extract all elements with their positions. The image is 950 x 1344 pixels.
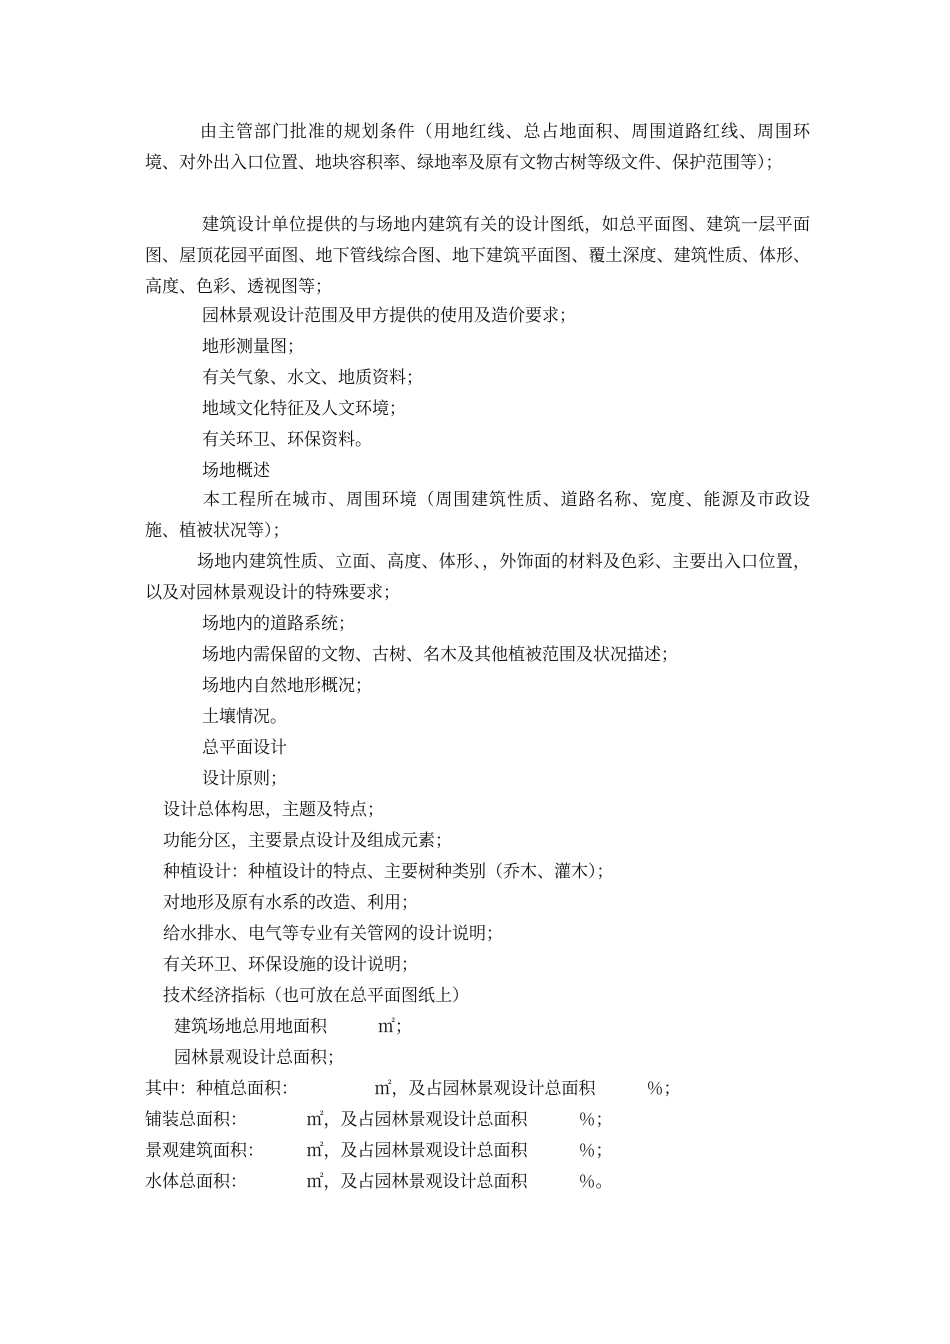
paragraph-functional-zoning: 功能分区，主要景点设计及组成元素； <box>163 831 452 851</box>
paragraph-paving-area: 铺装总面积： ㎡，及占园林景观设计总面积 ％； <box>145 1110 613 1130</box>
paragraph-natural-terrain: 场地内自然地形概况； <box>202 676 372 696</box>
paragraph-utilities: 给水排水、电气等专业有关管网的设计说明； <box>163 924 503 944</box>
paragraph-total-site-area: 建筑场地总用地面积 ㎡； <box>174 1017 412 1037</box>
paragraph-planting-area: 其中：种植总面积： ㎡，及占园林景观设计总面积 ％； <box>145 1079 681 1099</box>
paragraph-topographic-survey: 地形测量图； <box>202 337 304 357</box>
paragraph-design-principles: 设计原则； <box>202 769 287 789</box>
paragraph-terrain-water: 对地形及原有水系的改造、利用； <box>163 893 418 913</box>
paragraph-overall-concept: 设计总体构思，主题及特点； <box>163 800 384 820</box>
paragraph-scope-requirements: 园林景观设计范围及甲方提供的使用及造价要求； <box>202 306 576 326</box>
paragraph-preserved-items: 场地内需保留的文物、古树、名木及其他植被范围及状况描述； <box>202 645 678 665</box>
paragraph-sanitation-data: 有关环卫、环保资料。 <box>202 430 372 450</box>
paragraph-road-system: 场地内的道路系统； <box>202 614 355 634</box>
heading-master-plan: 总平面设计 <box>202 738 287 758</box>
paragraph-planting-design: 种植设计：种植设计的特点、主要树种类别（乔木、灌木）； <box>163 862 614 882</box>
paragraph-planning-conditions: 由主管部门批准的规划条件（用地红线、总占地面积、周围道路红线、周围环境、对外出入口位置、地块容积率、绿地率及原有文物古树等级文件、保护范围等）； <box>145 122 810 173</box>
paragraph-soil: 土壤情况。 <box>202 707 287 727</box>
heading-site-overview: 场地概述 <box>202 461 270 481</box>
paragraph-site-buildings: 场地内建筑性质、立面、高度、体形、，外饰面的材料及色彩、主要出入口位置，以及对园林景观设计的特殊要求； <box>145 552 810 603</box>
paragraph-regional-culture: 地域文化特征及人文环境； <box>202 399 406 419</box>
paragraph-building-area: 景观建筑面积： ㎡，及占园林景观设计总面积 ％； <box>145 1141 613 1161</box>
paragraph-technical-indicators: 技术经济指标（也可放在总平面图纸上） <box>163 986 469 1006</box>
paragraph-city-surroundings: 本工程所在城市、周围环境（周围建筑性质、道路名称、宽度、能源及市政设施、植被状况等）； <box>145 490 810 541</box>
paragraph-landscape-total-area: 园林景观设计总面积； <box>174 1048 344 1068</box>
paragraph-architectural-drawings: 建筑设计单位提供的与场地内建筑有关的设计图纸，如总平面图、建筑一层平面图、屋顶花园平面图、地下管线综合图、地下建筑平面图、覆土深度、建筑性质、体形、高度、色彩、透视图等； <box>145 215 810 297</box>
paragraph-climate-data: 有关气象、水文、地质资料； <box>202 368 423 388</box>
paragraph-water-area: 水体总面积： ㎡，及占园林景观设计总面积 ％。 <box>145 1172 613 1192</box>
paragraph-sanitation-facilities: 有关环卫、环保设施的设计说明； <box>163 955 418 975</box>
